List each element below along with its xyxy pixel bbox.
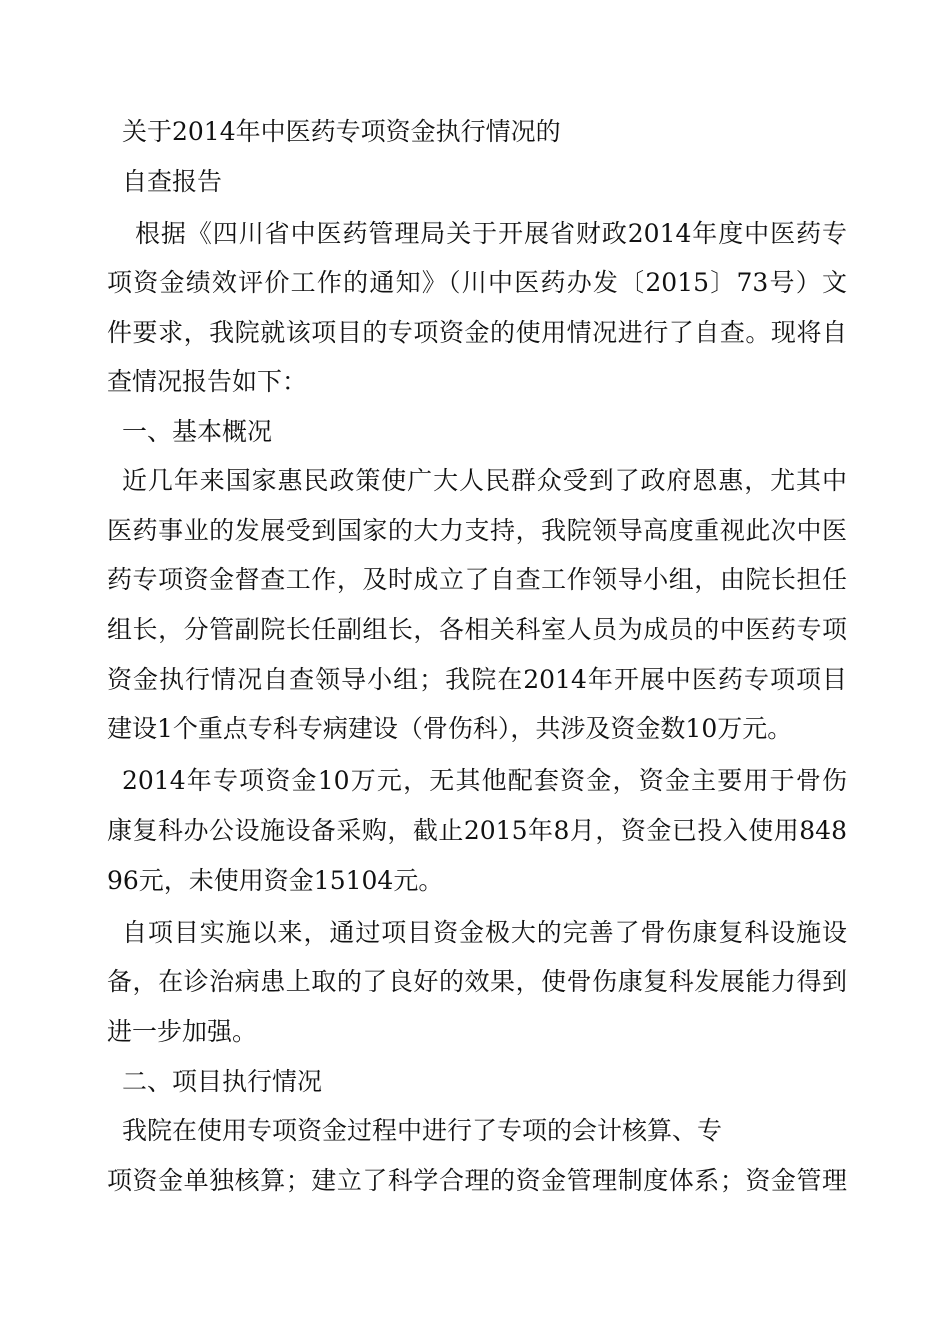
paragraph-2-line-2: 医药事业的发展受到国家的大力支持，我院领导高度重视此次中医 [107,516,847,545]
paragraph-4-line-3: 进一步加强。 [107,1017,258,1046]
paragraph-2-line-3: 药专项资金督查工作，及时成立了自查工作领导小组，由院长担任 [107,565,847,594]
paragraph-3-line-1: 2014年专项资金10万元，无其他配套资金，资金主要用于骨伤 [122,766,847,795]
paragraph-1-line-1: 根据《四川省中医药管理局关于开展省财政2014年度中医药专 [135,219,847,248]
paragraph-1-line-2: 项资金绩效评价工作的通知》（川中医药办发〔2015〕73号）文 [107,268,847,297]
paragraph-1-line-4: 查情况报告如下： [107,367,308,396]
paragraph-2-line-6: 建设1个重点专科专病建设（骨伤科），共涉及资金数10万元。 [107,714,793,743]
title-line-1: 关于2014年中医药专项资金执行情况的 [122,117,561,146]
paragraph-3-line-3: 96元，未使用资金15104元。 [107,866,444,895]
paragraph-4-line-1: 自项目实施以来，通过项目资金极大的完善了骨伤康复科设施设 [122,918,847,947]
paragraph-6-line-2: 项资金单独核算；建立了科学合理的资金管理制度体系；资金管理 [107,1166,847,1195]
paragraph-2-line-4: 组长，分管副院长任副组长，各相关科室人员为成员的中医药专项 [107,615,847,644]
paragraph-2-line-1: 近几年来国家惠民政策使广大人民群众受到了政府恩惠，尤其中 [122,466,847,495]
paragraph-6-line-1: 我院在使用专项资金过程中进行了专项的会计核算、专 [122,1116,723,1145]
section-heading-1: 一、基本概况 [122,417,273,446]
paragraph-2-line-5: 资金执行情况自查领导小组；我院在2014年开展中医药专项项目 [107,665,847,694]
paragraph-3-line-2: 康复科办公设施设备采购，截止2015年8月，资金已投入使用848 [107,816,847,845]
paragraph-1-line-3: 件要求，我院就该项目的专项资金的使用情况进行了自查。现将自 [107,318,847,347]
paragraph-4-line-2: 备，在诊治病患上取的了良好的效果，使骨伤康复科发展能力得到 [107,967,847,996]
title-line-2: 自查报告 [122,167,223,196]
section-heading-2: 二、项目执行情况 [122,1067,323,1096]
